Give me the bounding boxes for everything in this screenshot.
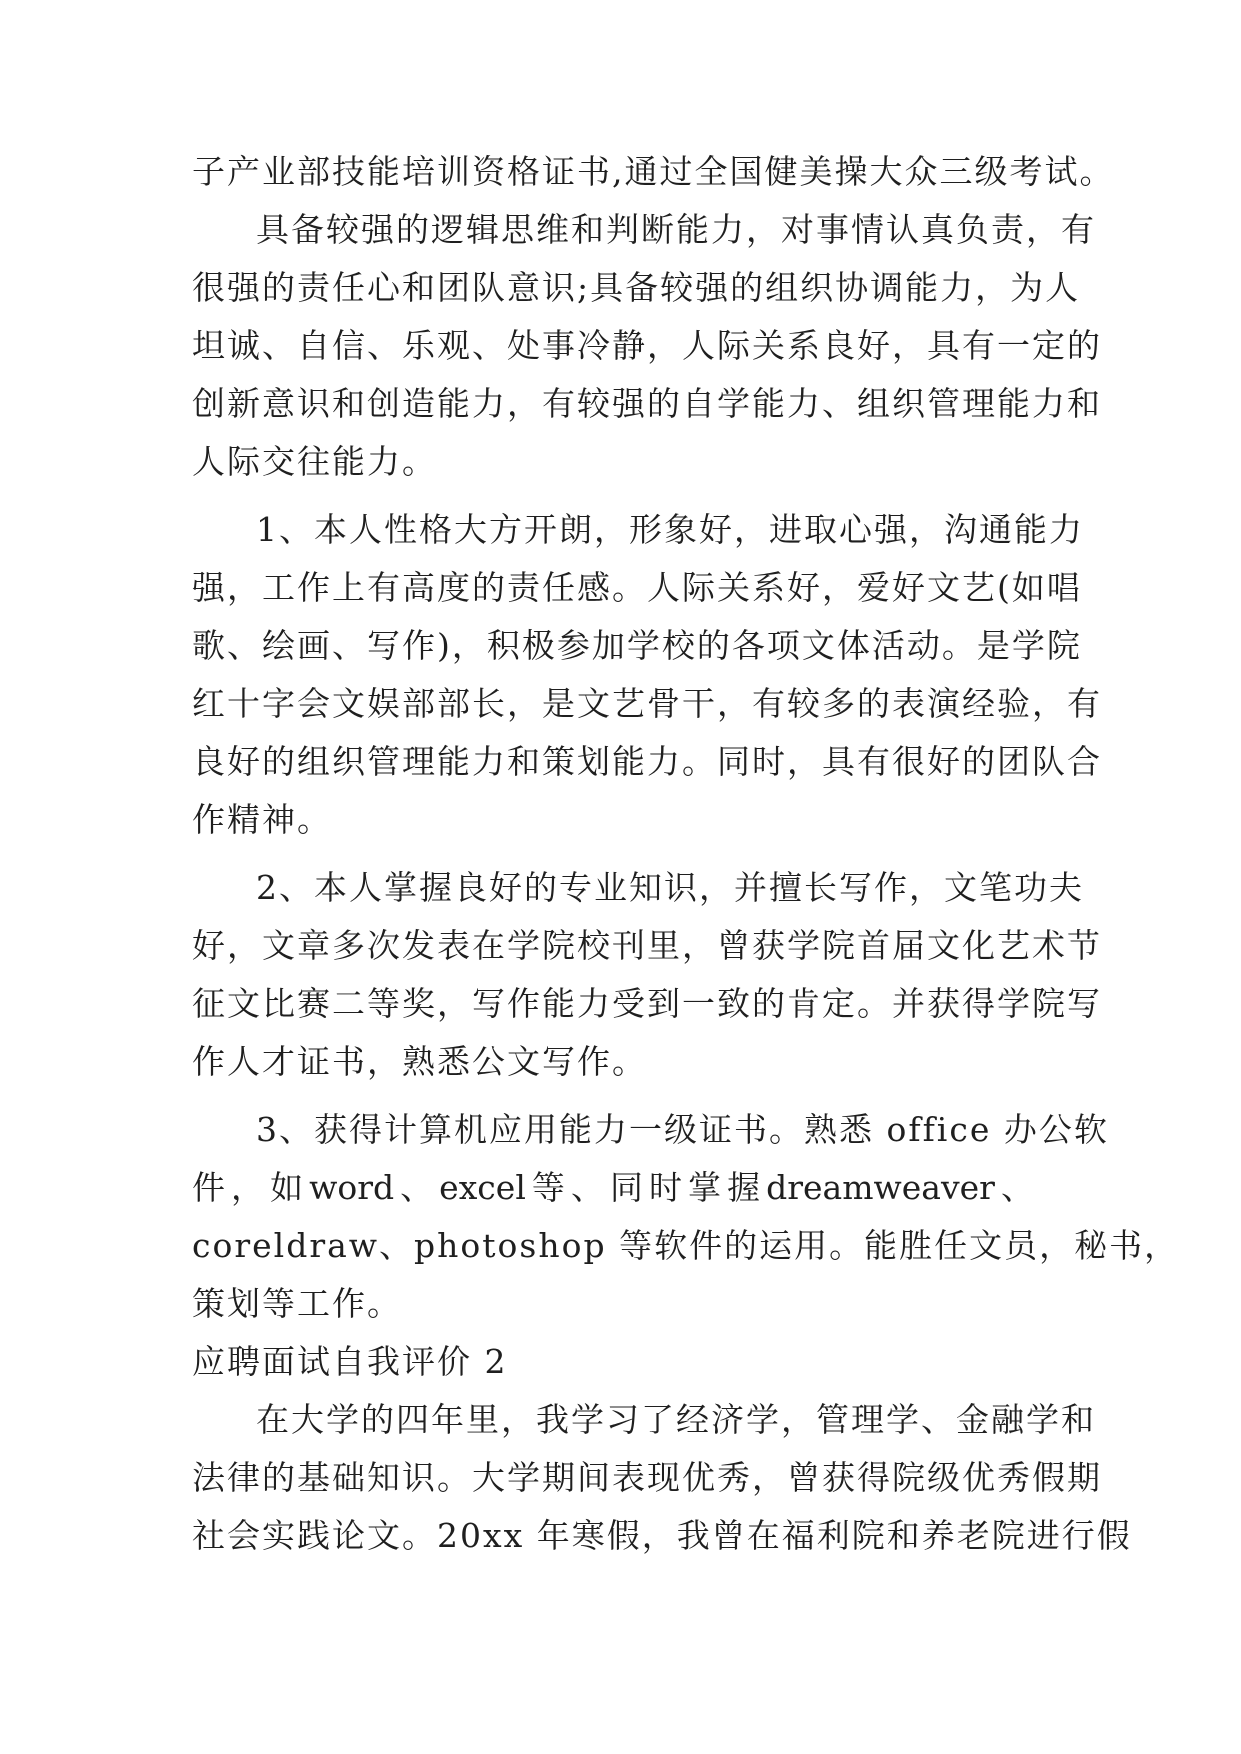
paragraph-line: 2、本人掌握良好的专业知识，并擅长写作，文笔功夫 — [256, 868, 1084, 907]
paragraph-line: 作人才证书，熟悉公文写作。 — [192, 1042, 647, 1081]
word-token: 、 — [1000, 1168, 1034, 1207]
paragraph-line: 策划等工作。 — [192, 1284, 402, 1323]
paragraph-line: 作精神。 — [192, 800, 332, 839]
paragraph-line: 歌、绘画、写作)，积极参加学校的各项文体活动。是学院 — [192, 626, 1082, 665]
paragraph-line: coreldraw、photoshop 等软件的运用。能胜任文员，秘书， — [192, 1226, 1180, 1265]
word-token: dreamweaver — [766, 1168, 995, 1207]
word-token: 掌 — [688, 1168, 722, 1207]
paragraph-line: 在大学的四年里，我学习了经济学，管理学、金融学和 — [256, 1400, 1096, 1439]
word-token: excel — [439, 1168, 526, 1207]
word-token: ， — [231, 1168, 265, 1207]
paragraph-line: 坦诚、自信、乐观、处事冷静，人际关系良好，具有一定的 — [192, 326, 1102, 365]
word-token: word — [309, 1168, 395, 1207]
word-token: 等 — [531, 1168, 565, 1207]
word-token: 件 — [192, 1168, 225, 1207]
word-token: 握 — [727, 1168, 761, 1207]
paragraph-line: 强，工作上有高度的责任感。人际关系好，爱好文艺(如唱 — [192, 568, 1082, 607]
paragraph-line: 社会实践论文。20xx 年寒假，我曾在福利院和养老院进行假 — [192, 1516, 1132, 1555]
paragraph-line: 创新意识和创造能力，有较强的自学能力、组织管理能力和 — [192, 384, 1102, 423]
paragraph-line: 征文比赛二等奖，写作能力受到一致的肯定。并获得学院写 — [192, 984, 1102, 1023]
paragraph-line: 良好的组织管理能力和策划能力。同时，具有很好的团队合 — [192, 742, 1102, 781]
paragraph-line: 法律的基础知识。大学期间表现优秀，曾获得院级优秀假期 — [192, 1458, 1102, 1497]
paragraph-line: 3、获得计算机应用能力一级证书。熟悉 office 办公软 — [256, 1110, 1109, 1149]
paragraph-line: 人际交往能力。 — [192, 442, 437, 481]
paragraph-line: 子产业部技能培训资格证书,通过全国健美操大众三级考试。 — [192, 152, 1115, 191]
paragraph-line: 很强的责任心和团队意识;具备较强的组织协调能力，为人 — [192, 268, 1081, 307]
justified-line — [192, 1168, 1034, 1208]
word-token: 、 — [570, 1168, 604, 1207]
paragraph-line: 1、本人性格大方开朗，形象好，进取心强，沟通能力 — [256, 510, 1084, 549]
paragraph-line: 红十字会文娱部部长，是文艺骨干，有较多的表演经验，有 — [192, 684, 1102, 723]
word-token: 如 — [270, 1168, 304, 1207]
word-token: 时 — [649, 1168, 683, 1207]
word-token: 、 — [400, 1168, 434, 1207]
paragraph-line: 具备较强的逻辑思维和判断能力，对事情认真负责，有 — [256, 210, 1096, 249]
section-heading: 应聘面试自我评价 2 — [192, 1342, 508, 1381]
paragraph-line: 好，文章多次发表在学院校刊里，曾获学院首届文化艺术节 — [192, 926, 1102, 965]
word-token: 同 — [609, 1168, 643, 1207]
